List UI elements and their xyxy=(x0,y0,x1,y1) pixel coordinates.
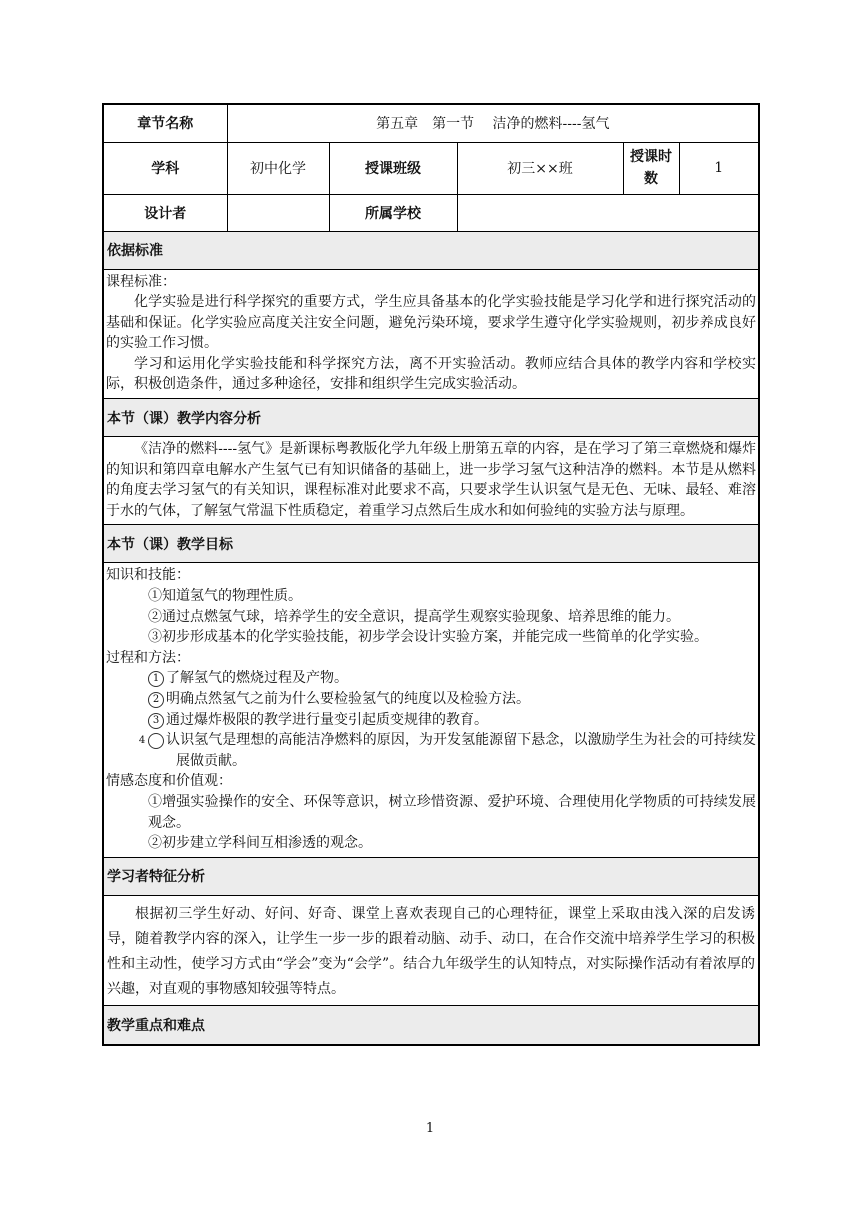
standard-paragraph: 化学实验是进行科学探究的重要方式，学生应具备基本的化学实验技能是学习化学和进行探究活动的基础和保证。化学实验应高度关注安全问题，避免污染环境，要求学生遵守化学实验规则，初步养成良好的实验工作习惯。 xyxy=(106,294,757,352)
method-item xyxy=(138,730,757,771)
knowledge-item: ③初步形成基本的化学实验技能，初步学会设计实验方案，并能完成一些简单的化学实验。 xyxy=(148,629,708,646)
method-item-text: 明确点然氢气之前为什么要检验氢气的纯度以及检验方法。 xyxy=(166,691,530,707)
class-value: 初三××班 xyxy=(457,142,623,194)
lesson-plan-page xyxy=(102,103,758,1046)
section-title-learners: 学习者特征分析 xyxy=(103,857,759,895)
knowledge-item: ②通过点燃氢气球，培养学生的安全意识，提高学生观察实验现象、培养思维的能力。 xyxy=(148,608,680,625)
section-title-standard: 依据标准 xyxy=(103,231,759,269)
method-item-text: 通过爆炸极限的教学进行量变引起质变规律的教育。 xyxy=(166,711,488,728)
learners-paragraph: 根据初三学生好动、好问、好奇、课堂上喜欢表现自己的心理特征，课堂上采取由浅入深的启发诱导，随着教学内容的深入，让学生一步一步的跟着动脑、动手、动口，在合作交流中培养学生学习的积极性和主动性，使学习方式由“学会”变为“会学”。结合九年级学生的认知特点，对实际操作活动有着浓厚的兴趣，对直观的事物感知较强等特点。 xyxy=(107,905,756,997)
chapter-value: 第五章 第一节 洁净的燃料----氢气 xyxy=(227,104,759,142)
section-body-content xyxy=(103,437,759,525)
subject-label: 学科 xyxy=(103,142,227,194)
school-value xyxy=(457,194,759,231)
section-title-content: 本节（课）教学内容分析 xyxy=(103,399,759,437)
attitude-item: ①增强实验操作的安全、环保等意识，树立珍惜资源、爱护环境、合理使用化学物质的可持续发展观念。 xyxy=(148,793,757,831)
method-item-text: 了解氢气的燃烧过程及产物。 xyxy=(166,670,348,687)
method-item xyxy=(148,668,756,689)
number-circle-icon: 1 xyxy=(148,671,164,687)
section-title-keypoints: 教学重点和难点 xyxy=(103,1005,759,1045)
page-number: 1 xyxy=(425,1121,435,1136)
method-item xyxy=(148,710,756,731)
subject-value: 初中化学 xyxy=(227,142,329,194)
hours-value: 1 xyxy=(679,142,759,194)
school-label: 所属学校 xyxy=(329,194,457,231)
content-paragraph: 《洁净的燃料----氢气》是新课标粤教版化学九年级上册第五章的内容，是在学习了第三章燃烧和爆炸的知识和第四章电解水产生氢气已有知识储备的基础上，进一步学习氢气这种洁净的燃料。本节是从燃料的角度去学习氢气的有关知识，课程标准对此要求不高，只要求学生认识氢气是无色、无味、最轻、难溶于水的气体，了解氢气常温下性质稳定，着重学习点然后生成水和如何验纯的实验方法与原理。 xyxy=(106,441,757,519)
section-title-goals: 本节（课）教学目标 xyxy=(103,525,759,563)
attitude-heading: 情感态度和价值观： xyxy=(106,773,232,790)
number-circle-icon: 2 xyxy=(148,692,164,708)
knowledge-item: ①知道氢气的物理性质。 xyxy=(148,588,302,605)
section-body-learners xyxy=(103,895,759,1005)
section-body-goals xyxy=(103,563,759,857)
attitude-item: ②初步建立学科间互相渗透的观念。 xyxy=(148,835,372,852)
knowledge-heading: 知识和技能： xyxy=(106,567,190,584)
designer-label: 设计者 xyxy=(103,194,227,231)
method-item-text: 认识氢气是理想的高能洁净燃料的原因，为开发氢能源留下悬念，以激励学生为社会的可持续发展做贡献。 xyxy=(166,732,757,769)
chapter-label: 章节名称 xyxy=(103,104,227,142)
number-circle-icon: 4 xyxy=(148,733,164,749)
lesson-plan-table xyxy=(102,103,760,1046)
method-item xyxy=(148,689,756,710)
standard-paragraph: 学习和运用化学实验技能和科学探究方法，离不开实验活动。教师应结合具体的教学内容和学校实际，积极创造条件，通过多种途径，安排和组织学生完成实验活动。 xyxy=(106,355,757,393)
number-circle-icon: 3 xyxy=(148,713,164,729)
section-body-standard xyxy=(103,269,759,399)
hours-label: 授课时数 xyxy=(623,142,679,194)
designer-value xyxy=(227,194,329,231)
class-label: 授课班级 xyxy=(329,142,457,194)
standard-lead: 课程标准： xyxy=(106,273,176,290)
method-heading: 过程和方法： xyxy=(106,649,190,666)
